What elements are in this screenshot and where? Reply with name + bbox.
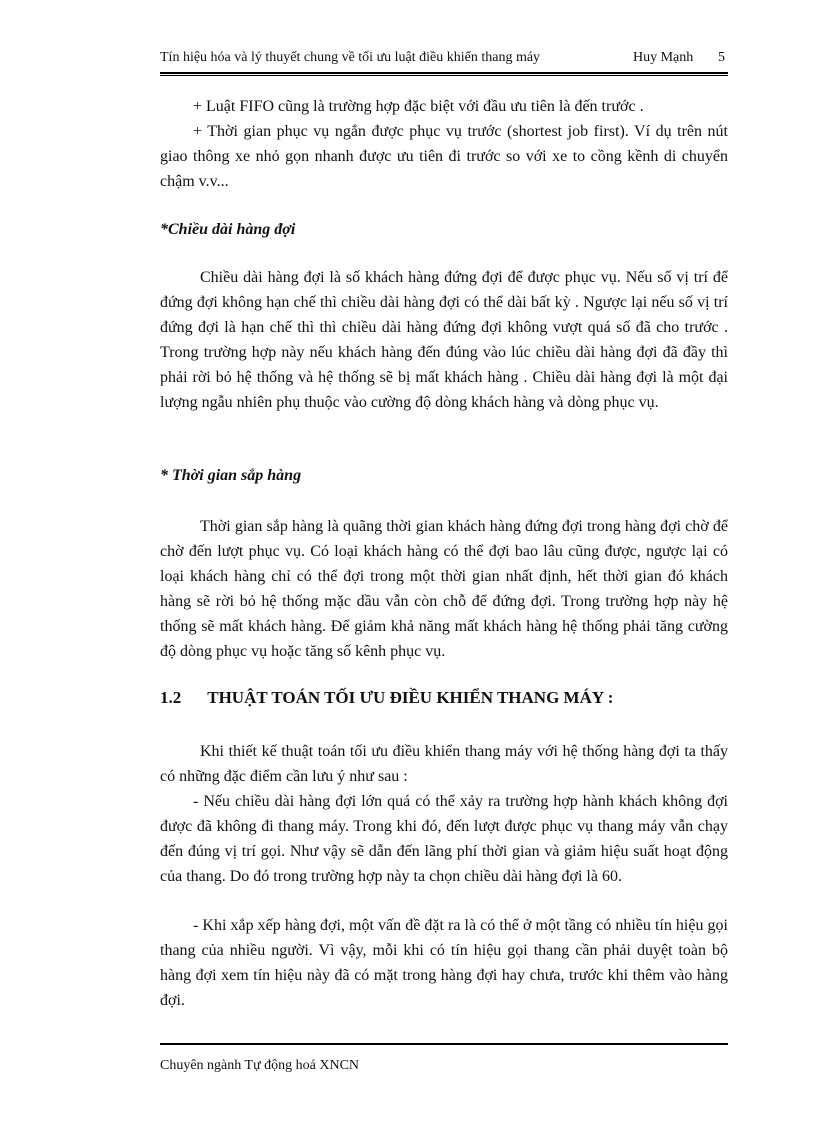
paragraph-design-intro: Khi thiết kế thuật toán tối ưu điều khiển thang máy với hệ thống hàng đợi ta thấy có những đặc điểm cần lưu ý như sau : xyxy=(160,743,728,785)
footer-rule xyxy=(160,1043,728,1045)
paragraph-queue-dedup: - Khi xắp xếp hàng đợi, một vấn đề đặt ra là có thể ở một tầng có nhiều tín hiệu gọi thang của nhiều người. Vì vậy, mỗi khi có tín hiệu gọi thang cần phải duyệt toàn bộ hàng đợi xem tín hiệu này đã có mặt trong hàng đợi hay chưa, trước khi thêm vào hàng đợi. xyxy=(160,917,728,1009)
section-heading xyxy=(160,688,613,708)
header-rule xyxy=(160,72,728,74)
header-title: Tín hiệu hóa và lý thuyết chung về tối ưu luật điều khiển thang máy xyxy=(160,50,541,65)
paragraph-waiting-time: Thời gian sắp hàng là quãng thời gian khách hàng đứng đợi trong hàng đợi chờ để chờ đến lượt phục vụ. Có loại khách hàng có thể đợi bao lâu cũng được, ngược lại có loại khách hàng chỉ có thể đợi trong một thời gian nhất định, hết thời gian đó khách hàng sẽ rời bỏ hệ thống mặc dầu vẫn còn chỗ để đứng đợi. Trong trường hợp này hệ thống sẽ mất khách hàng. Để giảm khả năng mất khách hàng hệ thống phải tăng cường độ dòng phục vụ hoặc tăng số kênh phục vụ. xyxy=(160,518,728,660)
paragraph-queue-limit: - Nếu chiều dài hàng đợi lớn quá có thể xảy ra trường hợp hành khách không đợi được đã không đi thang máy. Trong khi đó, đến lượt được phục vụ thang máy vẫn chạy đến đúng vị trí gọi. Như vậy sẽ dẫn đến lãng phí thời gian và giảm hiệu suất hoạt động của thang. Do đó trong trường hợp này ta chọn chiều dài hàng đợi là 60. xyxy=(160,793,728,885)
page-number: 5 xyxy=(718,50,725,65)
paragraph-fifo: + Luật FIFO cũng là trường hợp đặc biệt với đầu ưu tiên là đến trước . xyxy=(193,98,644,115)
paragraph-shortest-job: + Thời gian phục vụ ngắn được phục vụ trước (shortest job first). Ví dụ trên nút giao thông xe nhỏ gọn nhanh được ưu tiên đi trước so với xe to cồng kềnh di chuyển chậm v.v... xyxy=(160,123,728,190)
header-rule-thin xyxy=(160,75,728,76)
paragraph-queue-length: Chiều dài hàng đợi là số khách hàng đứng đợi để được phục vụ. Nếu số vị trí để đứng đợi không hạn chế thì chiều dài hàng đợi có thể dài bất kỳ . Ngược lại nếu số vị trí đứng đợi là hạn chế thì thì chiều dài hàng đứng đợi không vượt quá số đã cho trước . Trong trường hợp này nếu khách hàng đến đúng vào lúc chiều dài hàng đợi đã đầy thì phải rời bỏ hệ thống và hệ thống sẽ bị mất khách hàng . Chiều dài hàng đợi là một đại lượng ngẫu nhiên phụ thuộc vào cường độ dòng khách hàng và dòng phục vụ. xyxy=(160,269,728,411)
heading-waiting-time: * Thời gian sắp hàng xyxy=(160,467,302,484)
footer-text: Chuyên ngành Tự động hoá XNCN xyxy=(160,1058,360,1073)
heading-queue-length: *Chiều dài hàng đợi xyxy=(160,221,296,238)
section-number: 1.2 xyxy=(160,688,182,707)
header-author: Huy Mạnh xyxy=(633,50,694,65)
section-title: THUẬT TOÁN TỐI ƯU ĐIỀU KHIỂN THANG MÁY : xyxy=(207,688,614,707)
